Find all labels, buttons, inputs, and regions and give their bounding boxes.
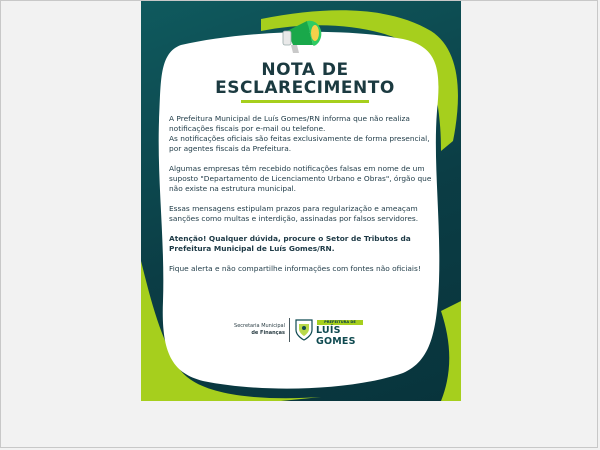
paragraph-3: Algumas empresas têm recebido notificações falsas em nome de um suposto "Departamento de Licenciamento Urbano e Obras", órgão que não existe na estrutura municipal. (169, 164, 432, 193)
secretaria-line-1: Secretaria Municipal (234, 323, 285, 329)
secretaria-line-2: de Finanças (251, 329, 285, 336)
paragraph-5: Atenção! Qualquer dúvida, procure o Setor de Tributos da Prefeitura Municipal de Luís Gomes/RN. (169, 234, 411, 253)
secretaria-label (232, 323, 285, 336)
paragraph-2: As notificações oficiais são feitas exclusivamente de forma presencial, por agentes fiscais da Prefeitura. (169, 134, 430, 153)
notice-poster (141, 1, 461, 401)
notice-content (169, 61, 441, 284)
paragraph-6: Fique alerta e não compartilhe informações com fontes não oficiais! (169, 264, 421, 273)
notice-body (169, 114, 441, 274)
title-line-1: NOTA DE (261, 60, 349, 80)
paragraph-4: Essas mensagens estipulam prazos para regularização e ameaçam sanções como multas e interdição, assinadas por falsos servidores. (169, 204, 419, 223)
notice-title (169, 61, 441, 97)
megaphone-icon (277, 15, 329, 57)
paragraph-1: A Prefeitura Municipal de Luís Gomes/RN informa que não realiza notificações fiscais por e-mail ou telefone. (169, 114, 410, 133)
city-name: LUÍS GOMES (316, 325, 356, 347)
footer-logos (232, 315, 372, 345)
prefeitura-tag: PREFEITURA DE (317, 320, 363, 325)
title-underline (241, 100, 369, 103)
municipal-crest-icon (294, 317, 314, 341)
title-line-2: ESCLARECIMENTO (215, 78, 395, 98)
footer-divider (289, 318, 290, 342)
